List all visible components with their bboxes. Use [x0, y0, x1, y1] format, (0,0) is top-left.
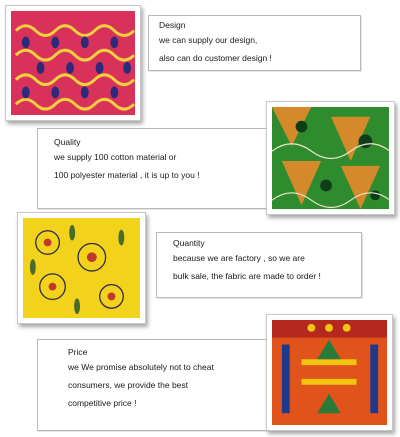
design-line-2: also can do customer design !: [159, 53, 272, 63]
price-line-2: consumers, we provide the best: [68, 380, 189, 390]
quantity-card: [156, 232, 362, 298]
fabric-photo-yellow: [17, 212, 146, 324]
price-line-1: we We promise absolutely not to cheat: [68, 362, 214, 372]
fabric-photo-green: [266, 101, 395, 215]
price-line-3: competitive price !: [68, 398, 137, 408]
price-card: [37, 339, 269, 431]
design-title: Design: [159, 20, 186, 30]
design-card: [148, 15, 361, 71]
quality-line-2: 100 polyester material , it is up to you !: [54, 170, 200, 180]
design-line-1: we can supply our design,: [159, 35, 258, 45]
fabric-photo-pink: [5, 5, 141, 121]
quality-card: [37, 128, 267, 209]
price-title: Price: [68, 347, 88, 357]
quantity-line-2: bulk sale, the fabric are made to order !: [173, 271, 321, 281]
quality-line-1: we supply 100 cotton material or: [54, 152, 177, 162]
fabric-photo-orange: [266, 314, 393, 431]
quantity-title: Quantity: [173, 238, 205, 248]
quantity-line-1: because we are factory , so we are: [173, 253, 305, 263]
quality-title: Quality: [54, 137, 81, 147]
